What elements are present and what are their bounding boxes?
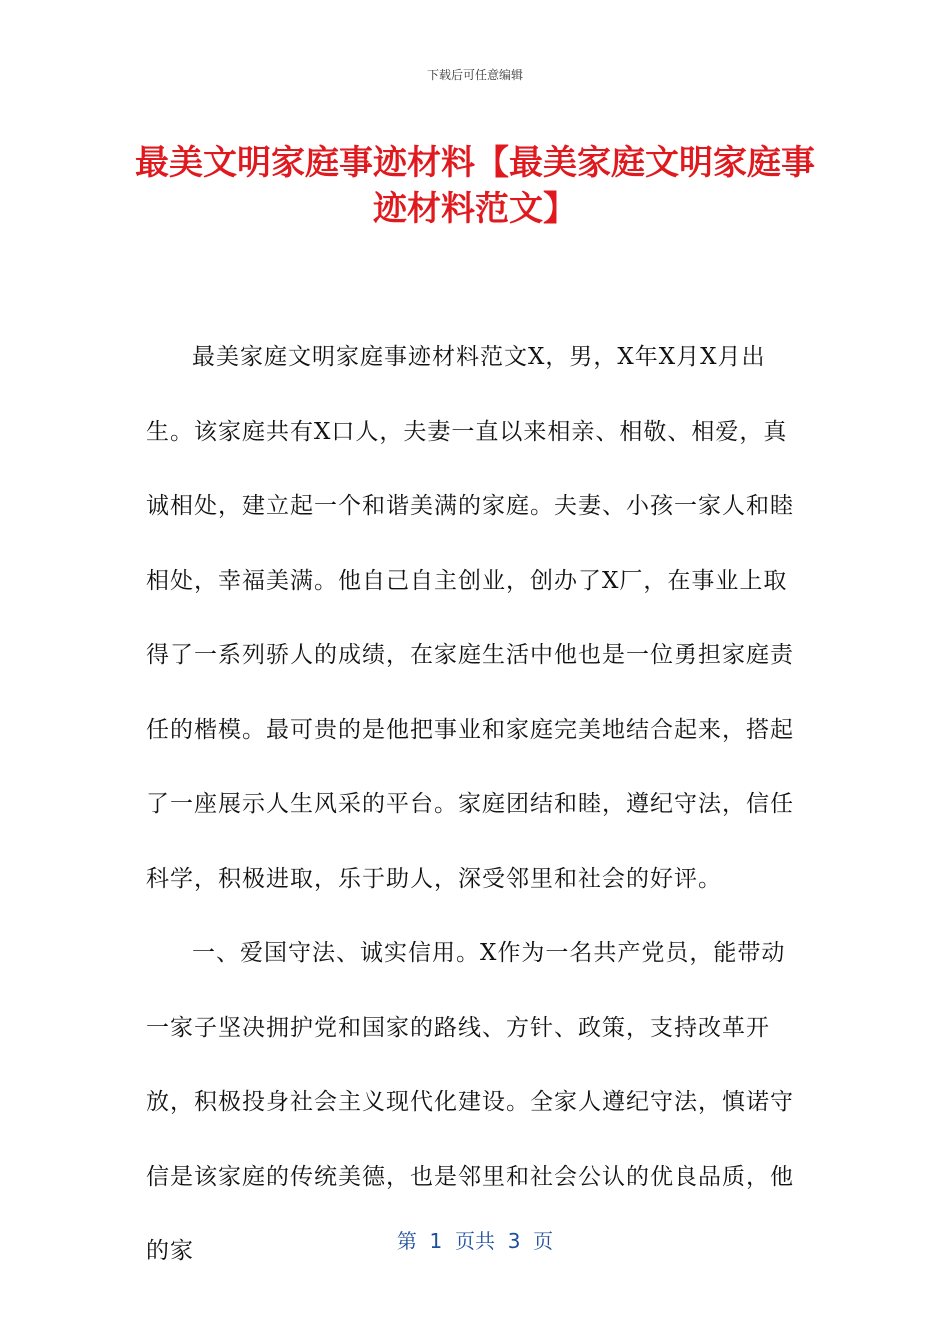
page-number-footer: 第 1 页共 3 页 (396, 1229, 554, 1253)
document-title: 最美文明家庭事迹材料【最美家庭文明家庭事迹材料范文】 (135, 143, 815, 229)
document-body (146, 320, 808, 1289)
header-note: 下载后可任意编辑 (426, 68, 523, 82)
paragraph-2: 一、爱国守法、诚实信用。X作为一名共产党员，能带动一家子坚决拥护党和国家的路线、方针、政策，支持改革开放，积极投身社会主义现代化建设。全家人遵纪守法，慎诺守信是该家庭的传统美德，也是邻里和社会公认的优良品质，他的家 (146, 940, 794, 1264)
paragraph-1: 最美家庭文明家庭事迹材料范文X，男，X年X月X月出生。该家庭共有X口人，夫妻一直以来相亲、相敬、相爱，真诚相处，建立起一个和谐美满的家庭。夫妻、小孩一家人和睦相处，幸福美满。他自己自主创业，创办了X厂，在事业上取得了一系列骄人的成绩，在家庭生活中他也是一位勇担家庭责任的楷模。最可贵的是他把事业和家庭完美地结合起来，搭起了一座展示人生风采的平台。家庭团结和睦，遵纪守法，信任科学，积极进取，乐于助人，深受邻里和社会的好评。 (146, 344, 794, 892)
